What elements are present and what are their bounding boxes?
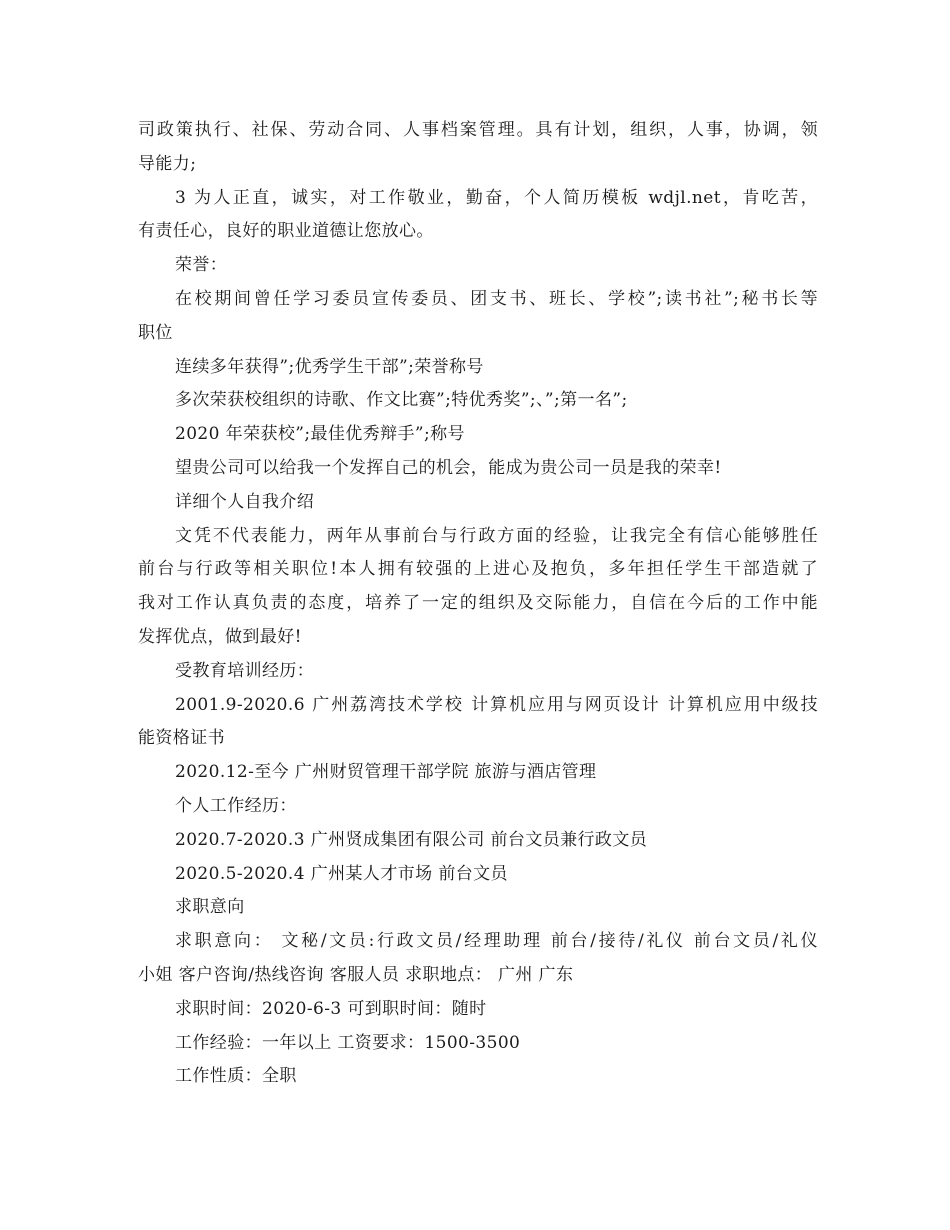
text-line: 2020.12-至今 广州财贸管理干部学院 旅游与酒店管理 — [175, 762, 597, 783]
text-line: 工作性质：全职 — [175, 1066, 297, 1087]
text-line: 荣誉： — [175, 255, 228, 276]
text-line: 小姐 客户咨询/热线咨询 客服人员 求职地点： 广州 广东 — [138, 964, 574, 985]
text-line: 望贵公司可以给我一个发挥自己的机会，能成为贵公司一员是我的荣幸! — [175, 457, 722, 478]
text-line: 3 为人正直，诚实，对工作敬业，勤奋，个人简历模板 wdjl.net，肯吃苦， — [175, 187, 818, 208]
text-line: 2020.5-2020.4 广州某人才市场 前台文员 — [175, 863, 508, 884]
text-line: 2020 年荣获校”;最佳优秀辩手”;称号 — [175, 424, 465, 445]
text-line: 求职时间：2020-6-3 可到职时间：随时 — [175, 998, 487, 1019]
text-line: 受教育培训经历： — [175, 660, 315, 681]
text-line: 有责任心，良好的职业道德让您放心。 — [138, 221, 434, 242]
document-body — [138, 114, 818, 1094]
text-line: 我对工作认真负责的态度，培养了一定的组织及交际能力，自信在今后的工作中能 — [138, 593, 818, 614]
text-line: 导能力; — [138, 153, 197, 174]
text-line: 在校期间曾任学习委员宣传委员、团支书、班长、学校”;读书社”;秘书长等 — [175, 288, 818, 309]
text-line: 多次荣获校组织的诗歌、作文比赛”;特优秀奖”;、”;第一名”; — [175, 390, 628, 411]
text-line: 求职意向： 文秘/文员:行政文员/经理助理 前台/接待/礼仪 前台文员/礼仪 — [175, 931, 818, 952]
text-line: 职位 — [138, 322, 173, 343]
text-line: 个人工作经历： — [175, 795, 297, 816]
text-line: 2001.9-2020.6 广州荔湾技术学校 计算机应用与网页设计 计算机应用中级技 — [175, 694, 818, 715]
text-line: 能资格证书 — [138, 728, 225, 749]
text-line: 前台与行政等相关职位!本人拥有较强的上进心及抱负，多年担任学生干部造就了 — [138, 559, 818, 580]
text-line: 2020.7-2020.3 广州贤成集团有限公司 前台文员兼行政文员 — [175, 829, 648, 850]
text-line: 求职意向 — [175, 897, 245, 918]
text-line: 文凭不代表能力，两年从事前台与行政方面的经验，让我完全有信心能够胜任 — [175, 525, 818, 546]
text-line: 司政策执行、社保、劳动合同、人事档案管理。具有计划，组织，人事，协调，领 — [138, 120, 818, 140]
text-line: 详细个人自我介绍 — [175, 491, 315, 512]
text-line: 连续多年获得”;优秀学生干部”;荣誉称号 — [175, 356, 484, 377]
text-line: 工作经验：一年以上 工资要求：1500-3500 — [175, 1032, 521, 1053]
text-line: 发挥优点，做到最好! — [138, 626, 302, 647]
